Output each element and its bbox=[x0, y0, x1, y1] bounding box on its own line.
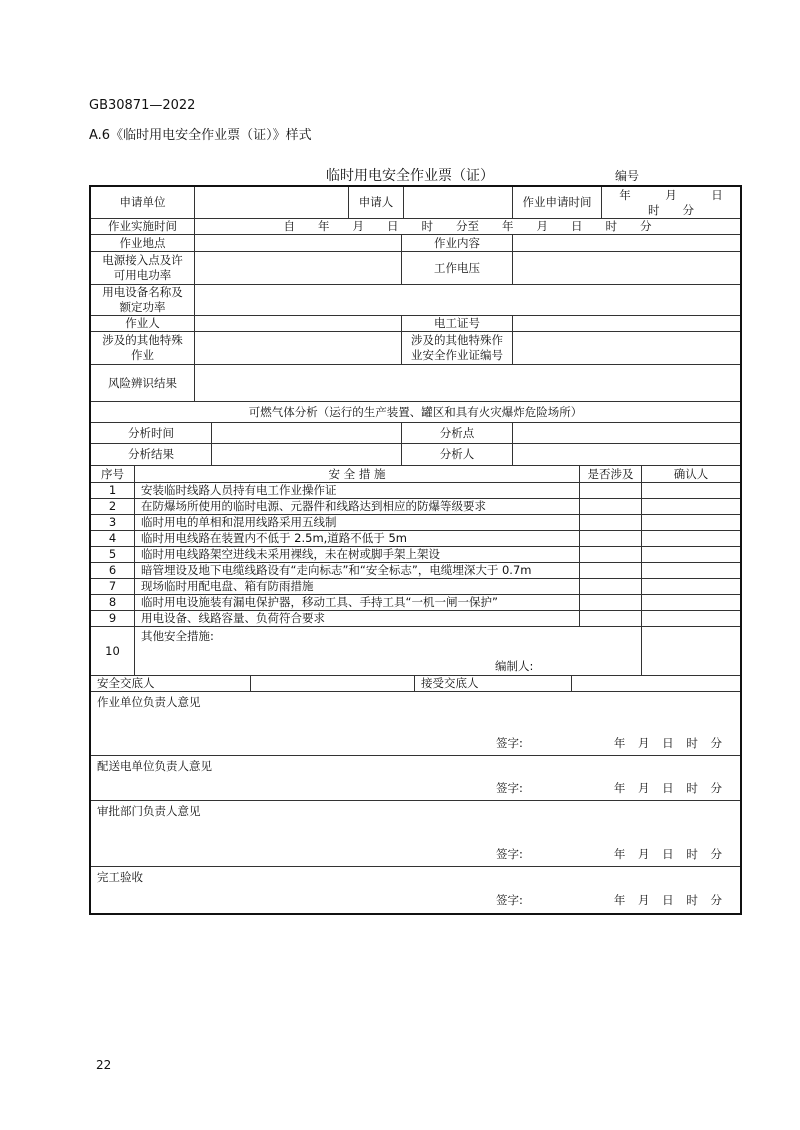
confirmer-field[interactable] bbox=[642, 547, 740, 562]
label: 作业实施时间 bbox=[91, 219, 195, 234]
label: 涉及的其他特殊作业 bbox=[91, 332, 195, 364]
column-header: 安 全 措 施 bbox=[135, 466, 580, 482]
standard-code: GB30871—2022 bbox=[89, 98, 196, 113]
measure-text: 现场临时用配电盘、箱有防雨措施 bbox=[135, 579, 580, 594]
date-label: 年 月 日 时 分 bbox=[613, 736, 722, 750]
measure-text: 在防爆场所使用的临时电源、元器件和线路达到相应的防爆等级要求 bbox=[135, 499, 580, 514]
work-time-field[interactable]: 自 年 月 日 时 分至 年 月 日 时 分 bbox=[283, 219, 652, 233]
confirmer-field[interactable] bbox=[642, 531, 740, 546]
measure-no: 10 bbox=[91, 627, 135, 675]
date-label: 年 月 日 时 分 bbox=[613, 781, 722, 795]
measure-row bbox=[91, 579, 740, 595]
measure-row bbox=[91, 563, 740, 579]
measure-no: 5 bbox=[91, 547, 135, 562]
confirmer-field[interactable] bbox=[642, 579, 740, 594]
label: 作业申请时间 bbox=[513, 187, 602, 218]
signoff-section[interactable] bbox=[91, 756, 740, 801]
analysis-time-field[interactable] bbox=[212, 423, 402, 443]
risk-field[interactable] bbox=[195, 365, 740, 401]
voltage-field[interactable] bbox=[513, 252, 740, 284]
confirmer-field[interactable] bbox=[642, 627, 740, 675]
applicant-field[interactable] bbox=[404, 187, 513, 218]
confirmer-field[interactable] bbox=[642, 563, 740, 578]
page-number: 22 bbox=[96, 1058, 112, 1072]
date-format: 年 月 日 bbox=[619, 187, 723, 202]
measure-no: 1 bbox=[91, 483, 135, 498]
time-format: 时 分 bbox=[648, 202, 694, 217]
apply-time-field[interactable] bbox=[602, 187, 740, 218]
measure-text: 临时用电的单相和混用线路采用五线制 bbox=[135, 515, 580, 530]
measure-text: 安装临时线路人员持有电工作业操作证 bbox=[135, 483, 580, 498]
measure-text: 临时用电线路在装置内不低于 2.5m,道路不低于 5m bbox=[135, 531, 580, 546]
measure-no: 9 bbox=[91, 611, 135, 626]
measure-text: 临时用电设施装有漏电保护器，移动工具、手持工具“一机一闸一保护” bbox=[135, 595, 580, 610]
measure-row bbox=[91, 547, 740, 563]
label: 分析时间 bbox=[91, 423, 212, 443]
gas-analysis-title: 可燃气体分析（运行的生产装置、罐区和具有火灾爆炸危险场所） bbox=[248, 404, 583, 419]
measure-text: 用电设备、线路容量、负荷符合要求 bbox=[135, 611, 580, 626]
equipment-field[interactable] bbox=[195, 285, 740, 315]
column-header: 是否涉及 bbox=[580, 466, 642, 482]
other-special-field[interactable] bbox=[195, 332, 402, 364]
label: 分析结果 bbox=[91, 444, 212, 465]
involved-field[interactable] bbox=[580, 595, 642, 610]
worker-field[interactable] bbox=[195, 316, 402, 331]
measure-row bbox=[91, 611, 740, 627]
receive-handover-field[interactable] bbox=[572, 676, 740, 691]
label: 涉及的其他特殊作业安全作业证编号 bbox=[402, 332, 513, 364]
signoff-title: 完工验收 bbox=[97, 870, 143, 884]
measure-no: 4 bbox=[91, 531, 135, 546]
content-field[interactable] bbox=[513, 235, 740, 251]
involved-field[interactable] bbox=[580, 611, 642, 626]
involved-field[interactable] bbox=[580, 483, 642, 498]
involved-field[interactable] bbox=[580, 499, 642, 514]
column-header: 确认人 bbox=[673, 466, 709, 481]
measure-no: 7 bbox=[91, 579, 135, 594]
label: 工作电压 bbox=[402, 252, 513, 284]
apply-unit-field[interactable] bbox=[195, 187, 349, 218]
measure-no: 3 bbox=[91, 515, 135, 530]
analysis-result-field[interactable] bbox=[212, 444, 402, 465]
other-measures-label: 其他安全措施: bbox=[141, 629, 214, 643]
date-label: 年 月 日 时 分 bbox=[613, 847, 722, 861]
measure-no: 6 bbox=[91, 563, 135, 578]
involved-field[interactable] bbox=[580, 515, 642, 530]
confirmer-field[interactable] bbox=[642, 611, 740, 626]
section-title: A.6《临时用电安全作业票（证）》样式 bbox=[89, 128, 312, 143]
signoff-section[interactable] bbox=[91, 867, 740, 912]
label: 作业内容 bbox=[402, 235, 513, 251]
column-header: 序号 bbox=[91, 466, 135, 482]
involved-field[interactable] bbox=[580, 547, 642, 562]
confirmer-field[interactable] bbox=[642, 483, 740, 498]
compiler-label: 编制人: bbox=[495, 659, 534, 673]
signoff-section[interactable] bbox=[91, 692, 740, 756]
label: 电工证号 bbox=[402, 316, 513, 331]
label: 用电设备名称及额定功率 bbox=[91, 285, 195, 315]
measure-row bbox=[91, 531, 740, 547]
label: 申请人 bbox=[349, 187, 404, 218]
involved-field[interactable] bbox=[580, 531, 642, 546]
other-special-cert-field[interactable] bbox=[513, 332, 740, 364]
measure-row bbox=[91, 483, 740, 499]
label: 作业人 bbox=[91, 316, 195, 331]
label: 风险辨识结果 bbox=[91, 365, 195, 401]
label: 电源接入点及许可用电功率 bbox=[91, 252, 195, 284]
involved-field[interactable] bbox=[580, 563, 642, 578]
signoff-title: 审批部门负责人意见 bbox=[97, 804, 201, 818]
label: 安全交底人 bbox=[91, 676, 251, 691]
confirmer-field[interactable] bbox=[642, 515, 740, 530]
label: 作业地点 bbox=[91, 235, 195, 251]
signature-label: 签字: bbox=[496, 847, 523, 861]
signature-label: 签字: bbox=[496, 781, 523, 795]
date-label: 年 月 日 时 分 bbox=[613, 893, 722, 907]
signoff-title: 作业单位负责人意见 bbox=[97, 695, 201, 709]
label: 分析人 bbox=[402, 444, 513, 465]
label: 申请单位 bbox=[91, 187, 195, 218]
signoff-section[interactable] bbox=[91, 801, 740, 867]
label: 分析点 bbox=[402, 423, 513, 443]
label: 接受交底人 bbox=[415, 676, 572, 691]
analysis-point-field[interactable] bbox=[513, 423, 740, 443]
other-measures-field[interactable] bbox=[135, 627, 642, 675]
measures-header bbox=[91, 466, 740, 483]
involved-field[interactable] bbox=[580, 579, 642, 594]
analyst-field[interactable] bbox=[513, 444, 740, 465]
permit-table bbox=[89, 185, 742, 915]
signature-label: 签字: bbox=[496, 736, 523, 750]
measure-text: 暗管埋设及地下电缆线路设有“走向标志”和“安全标志”，电缆埋深大于 0.7m bbox=[135, 563, 580, 578]
form-title: 临时用电安全作业票（证） bbox=[326, 168, 494, 184]
measure-row bbox=[91, 595, 740, 611]
measure-no: 8 bbox=[91, 595, 135, 610]
power-point-field[interactable] bbox=[195, 252, 402, 284]
measure-text: 临时用电线路架空进线未采用裸线，未在树或脚手架上架设 bbox=[135, 547, 580, 562]
confirmer-field[interactable] bbox=[642, 595, 740, 610]
electrician-cert-field[interactable] bbox=[513, 316, 740, 331]
measure-no: 2 bbox=[91, 499, 135, 514]
signature-label: 签字: bbox=[496, 893, 523, 907]
measure-row bbox=[91, 499, 740, 515]
signoff-title: 配送电单位负责人意见 bbox=[97, 759, 212, 773]
number-label: 编号 bbox=[615, 169, 640, 183]
confirmer-field[interactable] bbox=[642, 499, 740, 514]
measure-row bbox=[91, 515, 740, 531]
location-field[interactable] bbox=[195, 235, 402, 251]
safety-handover-field[interactable] bbox=[251, 676, 415, 691]
